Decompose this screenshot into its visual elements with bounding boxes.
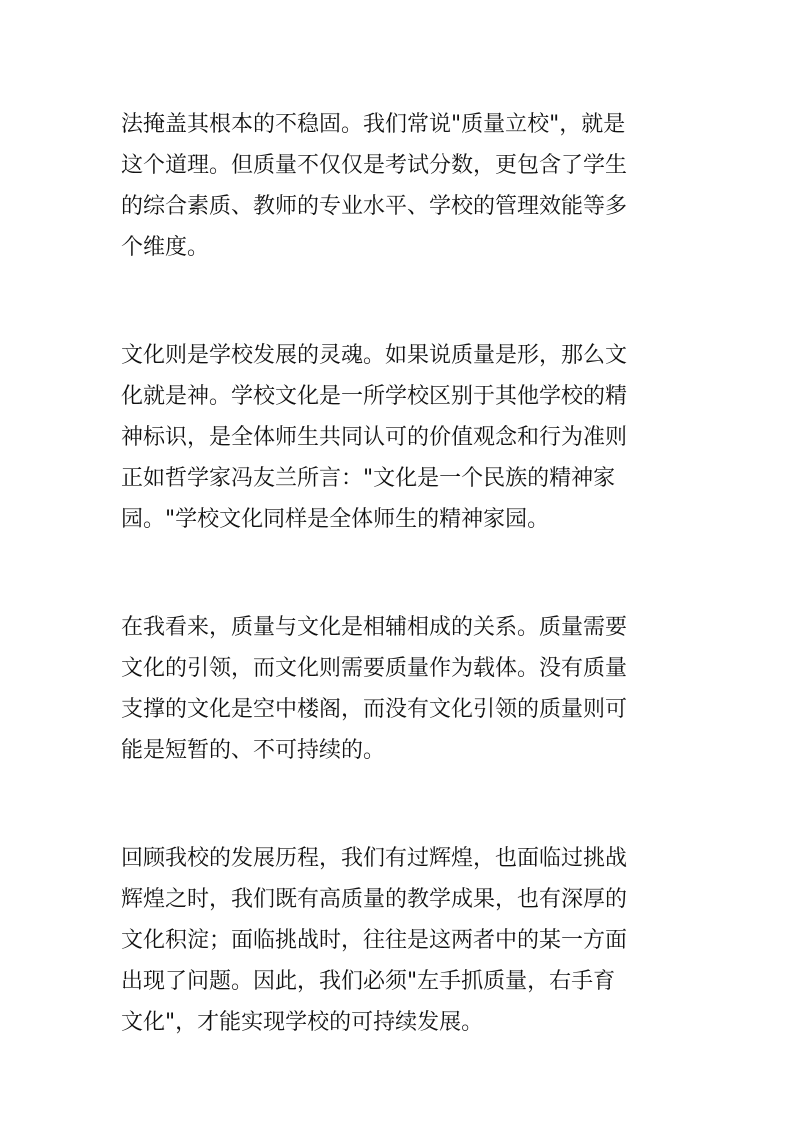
paragraph-gap bbox=[121, 540, 677, 607]
paragraph-culture-soul bbox=[121, 335, 677, 540]
text-line: 在我看来，质量与文化是相辅相成的关系。质量需要 bbox=[121, 615, 628, 640]
text-line: 出现了问题。因此，我们必须"左手抓质量，右手育 bbox=[121, 969, 616, 994]
text-line: 这个道理。但质量不仅仅是考试分数，更包含了学生 bbox=[121, 153, 628, 178]
text-line: 化就是神。学校文化是一所学校区别于其他学校的精 bbox=[121, 384, 628, 409]
document-body bbox=[121, 104, 677, 1043]
paragraph-gap bbox=[121, 771, 677, 838]
text-line: 文化则是学校发展的灵魂。如果说质量是形，那么文 bbox=[121, 343, 628, 368]
text-line: 文化的引领，而文化则需要质量作为载体。没有质量 bbox=[121, 656, 628, 681]
text-line: 回顾我校的发展历程，我们有过辉煌，也面临过挑战 bbox=[121, 846, 628, 871]
paragraph-school-history bbox=[121, 838, 677, 1043]
text-line: 支撑的文化是空中楼阁，而没有文化引领的质量则可 bbox=[121, 697, 628, 722]
text-line: 神标识，是全体师生共同认可的价值观念和行为准则 bbox=[121, 425, 628, 450]
text-line: 文化"，才能实现学校的可持续发展。 bbox=[121, 1010, 484, 1035]
text-line: 正如哲学家冯友兰所言："文化是一个民族的精神家 bbox=[121, 466, 616, 491]
text-line: 个维度。 bbox=[121, 235, 210, 260]
text-line: 园。"学校文化同样是全体师生的精神家园。 bbox=[121, 507, 550, 532]
text-line: 能是短暂的、不可持续的。 bbox=[121, 738, 386, 763]
text-line: 的综合素质、教师的专业水平、学校的管理效能等多 bbox=[121, 194, 628, 219]
paragraph-quality-foundation bbox=[121, 104, 677, 268]
paragraph-complementary-relation bbox=[121, 607, 677, 771]
text-line: 辉煌之时，我们既有高质量的教学成果，也有深厚的 bbox=[121, 887, 628, 912]
paragraph-gap bbox=[121, 268, 677, 335]
text-line: 文化积淀；面临挑战时，往往是这两者中的某一方面 bbox=[121, 928, 628, 953]
text-line: 法掩盖其根本的不稳固。我们常说"质量立校"，就是 bbox=[121, 112, 626, 137]
